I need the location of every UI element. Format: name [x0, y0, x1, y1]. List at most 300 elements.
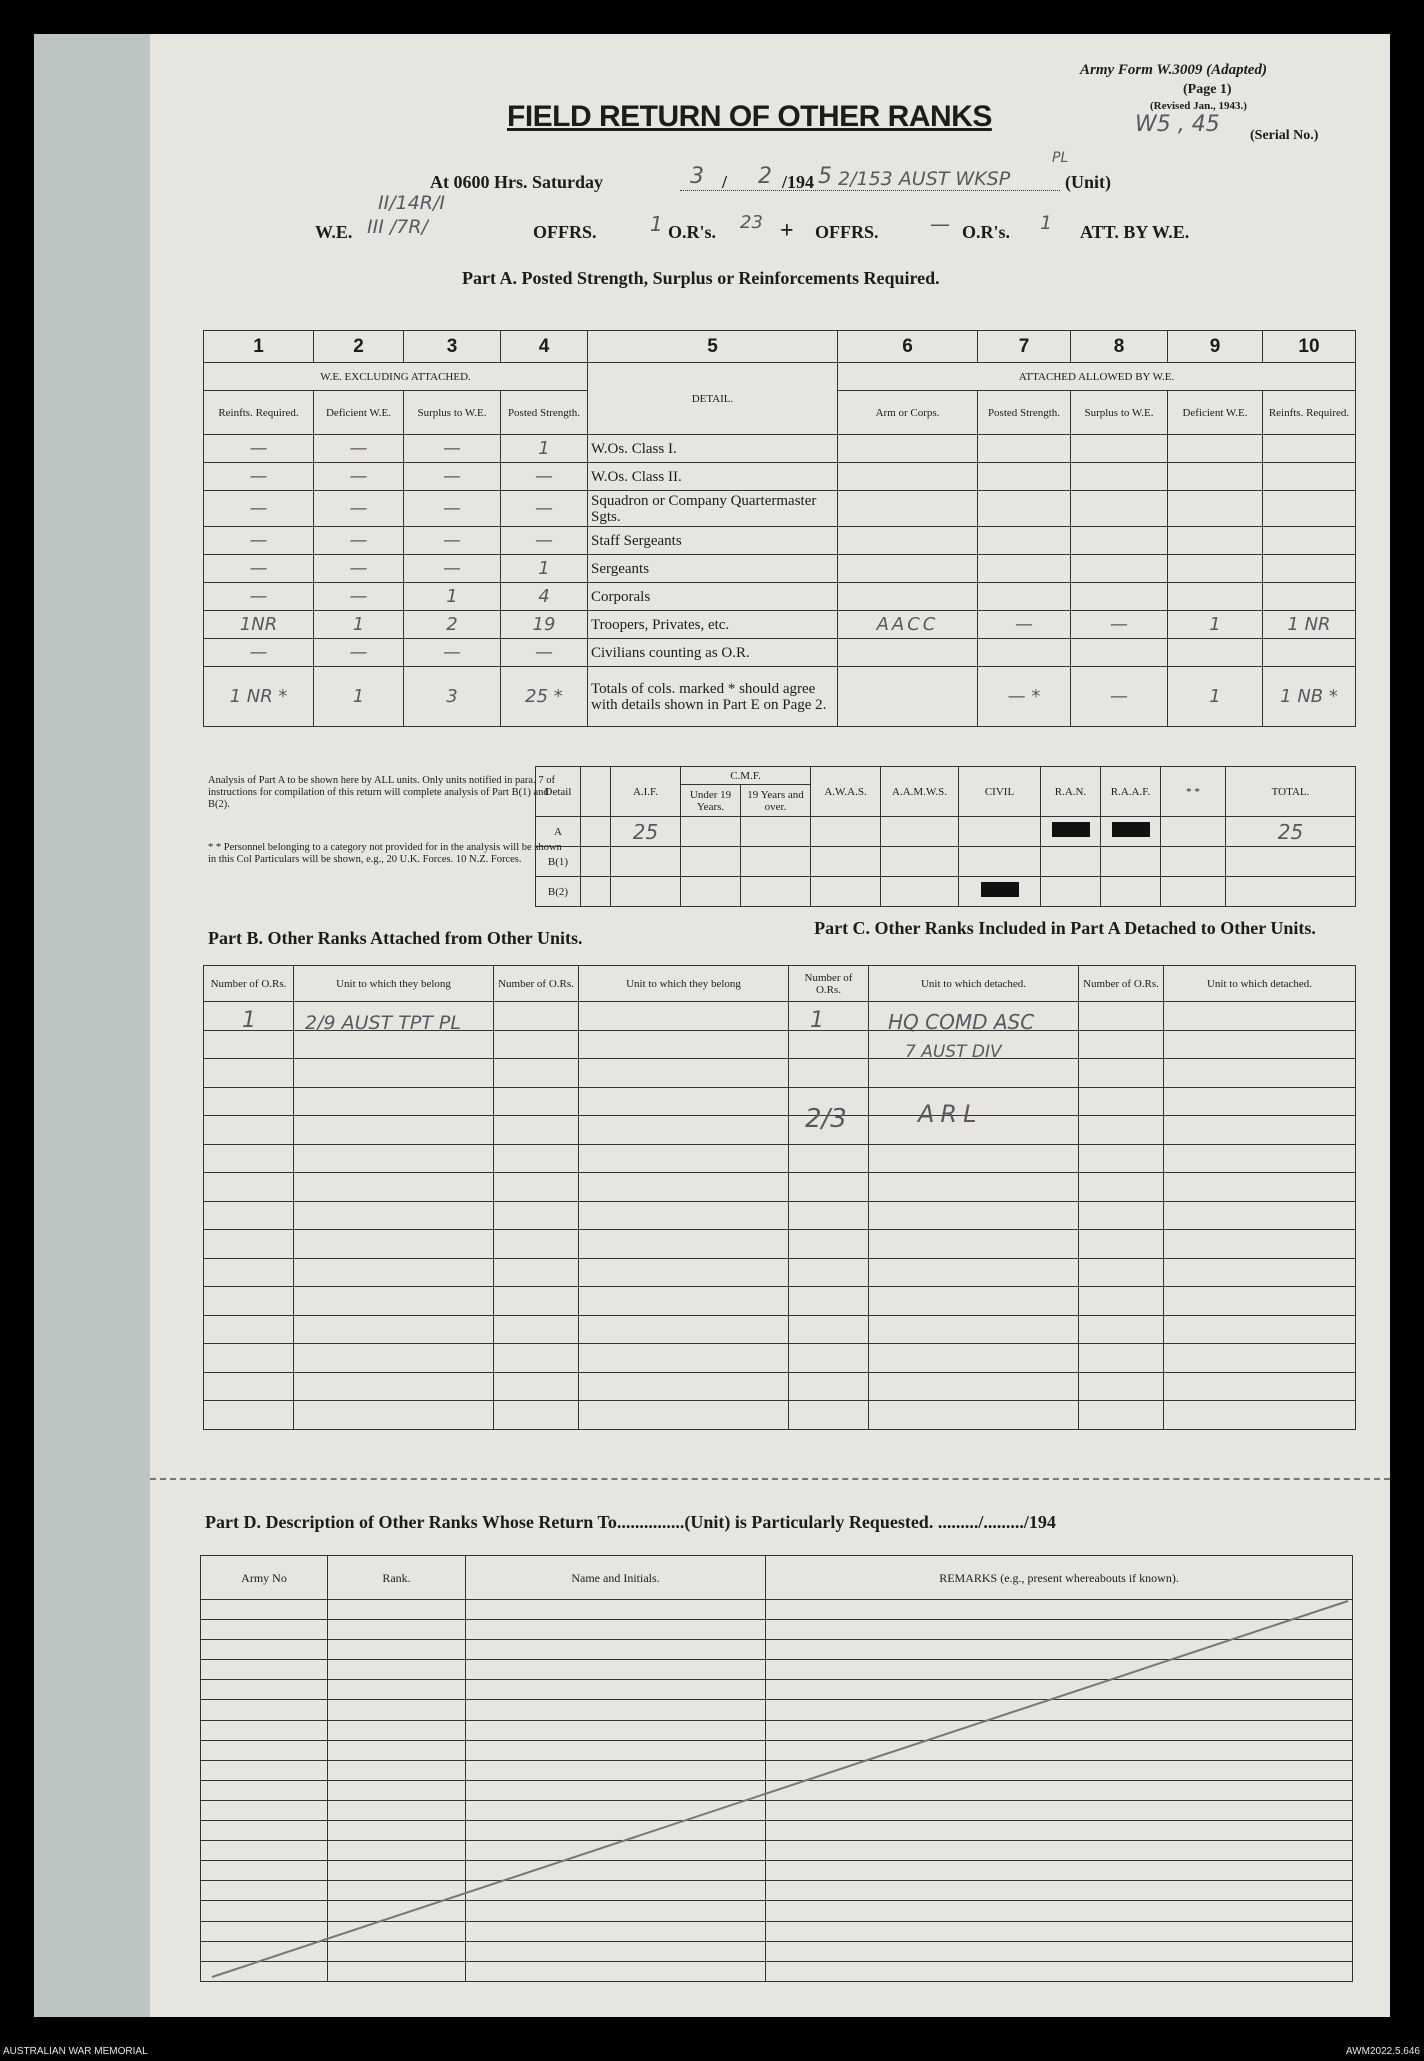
- plus-sign: +: [780, 218, 794, 244]
- part-bc-cell[interactable]: [294, 1344, 494, 1373]
- part-bc-cell[interactable]: [494, 1144, 579, 1173]
- header-reinfts-att: Reinfts. Required.: [1263, 391, 1356, 435]
- part-a-table: [203, 330, 1356, 727]
- part-a-cell: 1: [501, 555, 588, 583]
- part-bc-cell[interactable]: [869, 1230, 1079, 1259]
- part-bc-cell[interactable]: [494, 1201, 579, 1230]
- part-bc-cell[interactable]: [579, 1344, 789, 1373]
- part-bc-cell[interactable]: [494, 1059, 579, 1088]
- part-bc-cell[interactable]: [204, 1287, 294, 1316]
- analysis-aif-value: 25: [611, 817, 681, 847]
- part-bc-cell[interactable]: [869, 1287, 1079, 1316]
- part-bc-cell[interactable]: [204, 1344, 294, 1373]
- part-a-attached-cell: [838, 583, 978, 611]
- part-bc-cell[interactable]: [294, 1287, 494, 1316]
- part-bc-cell[interactable]: [494, 1230, 579, 1259]
- part-bc-cell[interactable]: [204, 1372, 294, 1401]
- part-c-entry2-unit: ARL: [918, 1100, 983, 1128]
- part-a-row: [204, 611, 1356, 639]
- part-bc-cell[interactable]: [1164, 1372, 1356, 1401]
- part-bc-cell[interactable]: [494, 1401, 579, 1430]
- part-bc-cell[interactable]: [869, 1401, 1079, 1430]
- part-a-attached-cell: [1168, 639, 1263, 667]
- analysis-row-label: A: [536, 817, 581, 847]
- part-bc-row: [204, 1087, 1356, 1116]
- part-a-detail: W.Os. Class II.: [588, 463, 838, 491]
- part-a-detail: Staff Sergeants: [588, 527, 838, 555]
- part-bc-cell[interactable]: [579, 1315, 789, 1344]
- serial-number: W5 , 45: [1135, 112, 1220, 137]
- part-bc-cell[interactable]: [294, 1401, 494, 1430]
- offrs-value: 1: [650, 212, 663, 236]
- part-bc-row: [204, 1258, 1356, 1287]
- perforation-line: [150, 1478, 1390, 1480]
- analysis-aamws-header: A.A.M.W.S.: [881, 767, 959, 817]
- part-bc-cell[interactable]: [294, 1030, 494, 1059]
- part-bc-cell[interactable]: [204, 1059, 294, 1088]
- col-number-row: [204, 331, 1356, 363]
- part-a-cell: —: [204, 639, 314, 667]
- att-by-we-label: ATT. BY W.E.: [1080, 222, 1190, 242]
- analysis-19over-header: 19 Years and over.: [741, 785, 811, 817]
- part-bc-cell[interactable]: [789, 1230, 869, 1259]
- part-bc-cell[interactable]: [579, 1030, 789, 1059]
- part-bc-cell[interactable]: [1079, 1401, 1164, 1430]
- part-a-attached-cell: — *: [978, 667, 1071, 727]
- part-bc-cell[interactable]: [294, 1116, 494, 1145]
- part-a-row: [204, 667, 1356, 727]
- part-bc-cell[interactable]: [1079, 1002, 1164, 1031]
- part-bc-cell[interactable]: [789, 1144, 869, 1173]
- part-bc-cell[interactable]: [294, 1059, 494, 1088]
- analysis-row-b1: [536, 847, 1356, 877]
- part-bc-cell[interactable]: [1079, 1315, 1164, 1344]
- part-bc-cell[interactable]: [494, 1030, 579, 1059]
- archival-backing-strip: [34, 34, 150, 2017]
- analysis-aif-header: A.I.F.: [611, 767, 681, 817]
- part-a-cell: 19: [501, 611, 588, 639]
- part-bc-cell[interactable]: [1079, 1116, 1164, 1145]
- part-bc-cell[interactable]: [204, 1116, 294, 1145]
- part-a-cell: —: [314, 527, 404, 555]
- analysis-under19-header: Under 19 Years.: [681, 785, 741, 817]
- part-a-attached-cell: [978, 435, 1071, 463]
- part-a-cell: —: [204, 583, 314, 611]
- part-bc-cell[interactable]: [494, 1173, 579, 1202]
- part-a-detail: Totals of cols. marked * should agree with details shown in Part E on Page 2.: [588, 667, 838, 727]
- part-a-row: [204, 639, 1356, 667]
- part-b-header-number-2: Number of O.Rs.: [494, 966, 579, 1002]
- col-number: 4: [501, 331, 588, 363]
- part-a-cell: —: [404, 639, 501, 667]
- part-a-row: [204, 583, 1356, 611]
- part-bc-cell[interactable]: [494, 1258, 579, 1287]
- part-a-attached-cell: [1071, 435, 1168, 463]
- part-d-title: Part D. Description of Other Ranks Whose Return To...............(Unit) is Particularly Requested. ........./........./194: [205, 1512, 1056, 1532]
- part-a-attached-cell: [1071, 555, 1168, 583]
- date-year-prefix: /194: [782, 172, 815, 192]
- part-a-detail: Civilians counting as O.R.: [588, 639, 838, 667]
- col-number: 7: [978, 331, 1071, 363]
- part-a-cell: —: [204, 463, 314, 491]
- part-bc-cell[interactable]: [1079, 1059, 1164, 1088]
- part-d-header-rank: Rank.: [328, 1556, 466, 1600]
- part-a-attached-cell: [978, 491, 1071, 527]
- part-a-cell: —: [404, 555, 501, 583]
- analysis-total-value: 25: [1226, 817, 1356, 847]
- part-a-attached-cell: [1168, 435, 1263, 463]
- part-bc-row: [204, 1344, 1356, 1373]
- part-bc-cell[interactable]: [1079, 1230, 1164, 1259]
- offrs-label: OFFRS.: [533, 222, 597, 242]
- part-bc-cell[interactable]: [579, 1287, 789, 1316]
- part-bc-cell[interactable]: [494, 1372, 579, 1401]
- part-a-attached-cell: [838, 435, 978, 463]
- date-unit-underline: [680, 190, 1060, 191]
- part-bc-cell[interactable]: [1079, 1344, 1164, 1373]
- ors2-label: O.R's.: [962, 222, 1011, 242]
- part-a-detail: W.Os. Class I.: [588, 435, 838, 463]
- part-bc-cell[interactable]: [494, 1116, 579, 1145]
- analysis-footnote: * * Personnel belonging to a category not provided for in the analysis will be shown in this Col Particulars will be shown, e.g., 20 U.K. Forces. 10 N.Z. Forces.: [208, 842, 562, 865]
- part-b-header-number: Number of O.Rs.: [204, 966, 294, 1002]
- part-a-attached-cell: [1168, 491, 1263, 527]
- part-bc-cell[interactable]: [1164, 1002, 1356, 1031]
- part-c-entry-unit-1: HQ COMD ASC: [888, 1010, 1035, 1034]
- footer-reference: AWM2022.5.646: [1345, 2046, 1420, 2057]
- part-b-header-unit-2: Unit to which they belong: [579, 966, 789, 1002]
- part-a-attached-cell: [838, 463, 978, 491]
- part-bc-cell[interactable]: [204, 1315, 294, 1344]
- part-a-title: Part A. Posted Strength, Surplus or Reinforcements Required.: [462, 268, 940, 288]
- part-a-cell: —: [204, 491, 314, 527]
- part-bc-cell[interactable]: [294, 1201, 494, 1230]
- part-bc-cell[interactable]: [1079, 1087, 1164, 1116]
- part-bc-cell[interactable]: [1079, 1287, 1164, 1316]
- part-a-attached-cell: [1071, 527, 1168, 555]
- part-a-attached-cell: [1071, 491, 1168, 527]
- part-bc-cell[interactable]: [204, 1401, 294, 1430]
- analysis-cmf-header: C.M.F.: [681, 767, 811, 785]
- part-bc-cell[interactable]: [204, 1173, 294, 1202]
- revised-date: (Revised Jan., 1943.): [1150, 100, 1247, 112]
- part-a-row: [204, 463, 1356, 491]
- part-a-attached-cell: [838, 491, 978, 527]
- part-bc-cell[interactable]: [579, 1144, 789, 1173]
- header-posted: Posted Strength.: [501, 391, 588, 435]
- group-header-attached: ATTACHED ALLOWED BY W.E.: [838, 363, 1356, 391]
- group-header-we: W.E. EXCLUDING ATTACHED.: [204, 363, 588, 391]
- part-bc-cell[interactable]: [579, 1002, 789, 1031]
- serial-label: (Serial No.): [1250, 128, 1319, 143]
- part-bc-cell[interactable]: [579, 1372, 789, 1401]
- part-a-cell: 1: [314, 611, 404, 639]
- part-bc-cell[interactable]: [579, 1230, 789, 1259]
- part-bc-cell[interactable]: [789, 1372, 869, 1401]
- analysis-table: [535, 766, 1356, 907]
- part-a-cell: —: [501, 463, 588, 491]
- part-bc-cell[interactable]: [1164, 1201, 1356, 1230]
- analysis-ran-header: R.A.N.: [1041, 767, 1101, 817]
- part-bc-cell[interactable]: [204, 1030, 294, 1059]
- part-a-attached-cell: —: [978, 611, 1071, 639]
- part-bc-cell[interactable]: [1079, 1201, 1164, 1230]
- we-correction: II/14R/I: [378, 192, 445, 214]
- part-a-row: [204, 491, 1356, 527]
- part-bc-cell[interactable]: [1079, 1372, 1164, 1401]
- part-a-cell: —: [501, 527, 588, 555]
- date-year-digit: 5: [818, 164, 832, 189]
- part-a-cell: 1 NR *: [204, 667, 314, 727]
- redaction-mark: [981, 882, 1019, 897]
- part-c-entry-number: 1: [810, 1008, 824, 1033]
- part-bc-cell[interactable]: [294, 1144, 494, 1173]
- analysis-other-header: * *: [1161, 767, 1226, 817]
- part-bc-cell[interactable]: [294, 1258, 494, 1287]
- part-bc-cell[interactable]: [204, 1230, 294, 1259]
- part-b-entry-unit: 2/9 AUST TPT PL: [305, 1012, 461, 1034]
- part-a-cell: 1: [404, 583, 501, 611]
- part-a-cell: —: [314, 463, 404, 491]
- part-bc-cell[interactable]: [1164, 1401, 1356, 1430]
- part-a-attached-cell: [978, 463, 1071, 491]
- part-bc-cell[interactable]: [789, 1002, 869, 1031]
- part-a-cell: 1: [501, 435, 588, 463]
- part-bc-cell[interactable]: [204, 1087, 294, 1116]
- part-bc-cell[interactable]: [579, 1116, 789, 1145]
- date-day: 3: [690, 164, 704, 189]
- header-surplus: Surplus to W.E.: [404, 391, 501, 435]
- date-month: 2: [758, 164, 772, 189]
- part-bc-cell[interactable]: [1164, 1087, 1356, 1116]
- part-a-cell: 4: [501, 583, 588, 611]
- part-a-row: [204, 555, 1356, 583]
- part-bc-row: [204, 1201, 1356, 1230]
- part-bc-cell[interactable]: [204, 1258, 294, 1287]
- detail-header: DETAIL.: [588, 363, 838, 435]
- redaction-mark: [1052, 822, 1090, 837]
- part-bc-cell[interactable]: [869, 1144, 1079, 1173]
- part-bc-cell[interactable]: [579, 1059, 789, 1088]
- part-a-cell: —: [404, 527, 501, 555]
- redaction-mark: [1112, 822, 1150, 837]
- part-bc-cell[interactable]: [494, 1315, 579, 1344]
- analysis-civil-header: CIVIL: [959, 767, 1041, 817]
- part-a-attached-cell: 1 NB *: [1263, 667, 1356, 727]
- part-bc-cell[interactable]: [869, 1372, 1079, 1401]
- ors-value: 23: [740, 212, 763, 233]
- part-bc-cell[interactable]: [1164, 1116, 1356, 1145]
- part-bc-cell[interactable]: [1164, 1258, 1356, 1287]
- col-number: 5: [588, 331, 838, 363]
- part-a-detail: Corporals: [588, 583, 838, 611]
- part-a-cell: 25 *: [501, 667, 588, 727]
- part-bc-row: [204, 1030, 1356, 1059]
- part-bc-cell[interactable]: [869, 1059, 1079, 1088]
- ors2-value: 1: [1040, 212, 1053, 234]
- header-deficient: Deficient W.E.: [314, 391, 404, 435]
- part-bc-row: [204, 1287, 1356, 1316]
- part-a-attached-cell: [838, 555, 978, 583]
- offrs2-label: OFFRS.: [815, 222, 879, 242]
- part-bc-cell[interactable]: [579, 1258, 789, 1287]
- part-bc-cell[interactable]: [1164, 1230, 1356, 1259]
- part-bc-cell[interactable]: [579, 1401, 789, 1430]
- part-a-cell: 1NR: [204, 611, 314, 639]
- part-bc-cell[interactable]: [294, 1372, 494, 1401]
- part-bc-cell[interactable]: [494, 1287, 579, 1316]
- part-bc-cell[interactable]: [579, 1201, 789, 1230]
- col-number: 10: [1263, 331, 1356, 363]
- part-b-header-unit: Unit to which they belong: [294, 966, 494, 1002]
- part-d-strike-line: [200, 1599, 1352, 1981]
- part-a-attached-cell: [1071, 583, 1168, 611]
- part-a-attached-cell: [978, 527, 1071, 555]
- part-bc-cell[interactable]: [204, 1144, 294, 1173]
- part-bc-cell[interactable]: [579, 1173, 789, 1202]
- part-a-detail: Troopers, Privates, etc.: [588, 611, 838, 639]
- part-bc-cell[interactable]: [1079, 1173, 1164, 1202]
- part-bc-row: [204, 1315, 1356, 1344]
- part-bc-row: [204, 1401, 1356, 1430]
- part-a-detail: Squadron or Company Quartermaster Sgts.: [588, 491, 838, 527]
- form-id: Army Form W.3009 (Adapted): [1080, 62, 1267, 78]
- part-a-attached-cell: [838, 667, 978, 727]
- analysis-detail-label: Detail: [536, 767, 581, 817]
- date-sep: /: [722, 172, 728, 192]
- part-bc-cell[interactable]: [494, 1087, 579, 1116]
- part-bc-cell[interactable]: [789, 1059, 869, 1088]
- col-number: 2: [314, 331, 404, 363]
- part-a-attached-cell: [978, 555, 1071, 583]
- part-bc-cell[interactable]: [294, 1315, 494, 1344]
- part-bc-row: [204, 1230, 1356, 1259]
- part-bc-cell[interactable]: [204, 1201, 294, 1230]
- part-bc-cell[interactable]: [579, 1087, 789, 1116]
- analysis-row-label: B(2): [536, 877, 581, 907]
- part-a-attached-cell: [1263, 435, 1356, 463]
- footer-credit: AUSTRALIAN WAR MEMORIAL: [3, 2046, 148, 2057]
- part-a-detail: Sergeants: [588, 555, 838, 583]
- part-bc-row: [204, 1059, 1356, 1088]
- part-bc-cell[interactable]: [294, 1173, 494, 1202]
- part-a-cell: 2: [404, 611, 501, 639]
- part-a-cell: —: [501, 639, 588, 667]
- analysis-row-b2: [536, 877, 1356, 907]
- part-a-attached-cell: [1168, 463, 1263, 491]
- part-bc-cell[interactable]: [1164, 1287, 1356, 1316]
- part-bc-cell[interactable]: [869, 1315, 1079, 1344]
- col-number: 8: [1071, 331, 1168, 363]
- part-a-attached-cell: 1 NR: [1263, 611, 1356, 639]
- part-a-attached-cell: 1: [1168, 611, 1263, 639]
- part-bc-cell[interactable]: [1164, 1030, 1356, 1059]
- part-a-attached-cell: [978, 639, 1071, 667]
- part-bc-cell[interactable]: [294, 1230, 494, 1259]
- part-b-title: Part B. Other Ranks Attached from Other Units.: [208, 928, 583, 948]
- date-line-prefix: At 0600 Hrs. Saturday: [430, 172, 604, 192]
- part-bc-cell[interactable]: [869, 1201, 1079, 1230]
- part-bc-cell[interactable]: [869, 1258, 1079, 1287]
- part-a-attached-cell: [1263, 527, 1356, 555]
- part-bc-cell[interactable]: [789, 1401, 869, 1430]
- form-title: FIELD RETURN OF OTHER RANKS: [507, 100, 992, 133]
- analysis-total-header: TOTAL.: [1226, 767, 1356, 817]
- part-a-attached-cell: [838, 639, 978, 667]
- part-bc-cell[interactable]: [294, 1087, 494, 1116]
- part-bc-cell[interactable]: [789, 1030, 869, 1059]
- part-a-attached-cell: [1168, 555, 1263, 583]
- part-a-attached-cell: [1071, 463, 1168, 491]
- part-bc-cell[interactable]: [789, 1173, 869, 1202]
- part-bc-cell[interactable]: [869, 1344, 1079, 1373]
- unit-superscript: PL: [1052, 150, 1069, 166]
- analysis-raaf-header: R.A.A.F.: [1101, 767, 1161, 817]
- part-a-cell: —: [204, 555, 314, 583]
- part-a-cell: —: [501, 491, 588, 527]
- part-bc-cell[interactable]: [494, 1344, 579, 1373]
- part-a-attached-cell: [1071, 639, 1168, 667]
- part-bc-cell[interactable]: [789, 1344, 869, 1373]
- part-bc-cell[interactable]: [1079, 1258, 1164, 1287]
- part-bc-cell[interactable]: [1164, 1315, 1356, 1344]
- analysis-row-label: B(1): [536, 847, 581, 877]
- part-a-row: [204, 527, 1356, 555]
- part-c-header-unit: Unit to which detached.: [869, 966, 1079, 1002]
- part-a-attached-cell: [1263, 491, 1356, 527]
- part-c-header-unit-2: Unit to which detached.: [1164, 966, 1356, 1002]
- part-c-entry-unit-2: 7 AUST DIV: [905, 1042, 1002, 1062]
- part-bc-cell[interactable]: [494, 1002, 579, 1031]
- part-a-row: [204, 435, 1356, 463]
- part-bc-cell[interactable]: [789, 1201, 869, 1230]
- part-a-cell: —: [314, 435, 404, 463]
- part-bc-cell[interactable]: [1164, 1144, 1356, 1173]
- part-c-header-number: Number of O.Rs.: [789, 966, 869, 1002]
- part-bc-cell[interactable]: [869, 1173, 1079, 1202]
- part-bc-cell[interactable]: [789, 1315, 869, 1344]
- part-a-attached-cell: —: [1071, 611, 1168, 639]
- col-number: 9: [1168, 331, 1263, 363]
- part-bc-cell[interactable]: [1079, 1030, 1164, 1059]
- part-bc-cell[interactable]: [789, 1258, 869, 1287]
- part-d-header-name: Name and Initials.: [466, 1556, 766, 1600]
- part-a-cell: —: [204, 435, 314, 463]
- ors-label: O.R's.: [668, 222, 717, 242]
- part-c-entry2-number: 2/3: [805, 1104, 847, 1134]
- part-bc-cell[interactable]: [1164, 1344, 1356, 1373]
- part-d-header-remarks: REMARKS (e.g., present whereabouts if known).: [766, 1556, 1353, 1600]
- col-number: 6: [838, 331, 978, 363]
- analysis-note: Analysis of Part A to be shown here by ALL units. Only units notified in para. 7 of instructions for compilation of this return will complete analysis of Part B(1) and B(2).: [208, 775, 555, 810]
- part-a-attached-cell: [1263, 555, 1356, 583]
- part-a-cell: —: [404, 463, 501, 491]
- page-label: (Page 1): [1183, 82, 1232, 97]
- part-bc-row: [204, 1173, 1356, 1202]
- part-a-attached-cell: [1263, 583, 1356, 611]
- part-bc-row: [204, 1372, 1356, 1401]
- header-deficient-att: Deficient W.E.: [1168, 391, 1263, 435]
- part-bc-cell[interactable]: [1079, 1144, 1164, 1173]
- part-bc-cell[interactable]: [1164, 1173, 1356, 1202]
- unit-label: (Unit): [1065, 172, 1111, 192]
- we-label: W.E.: [315, 222, 353, 242]
- part-bc-row: [204, 1116, 1356, 1145]
- part-bc-cell[interactable]: [1164, 1059, 1356, 1088]
- part-bc-cell[interactable]: [789, 1287, 869, 1316]
- part-a-cell: —: [404, 491, 501, 527]
- part-a-attached-cell: [838, 527, 978, 555]
